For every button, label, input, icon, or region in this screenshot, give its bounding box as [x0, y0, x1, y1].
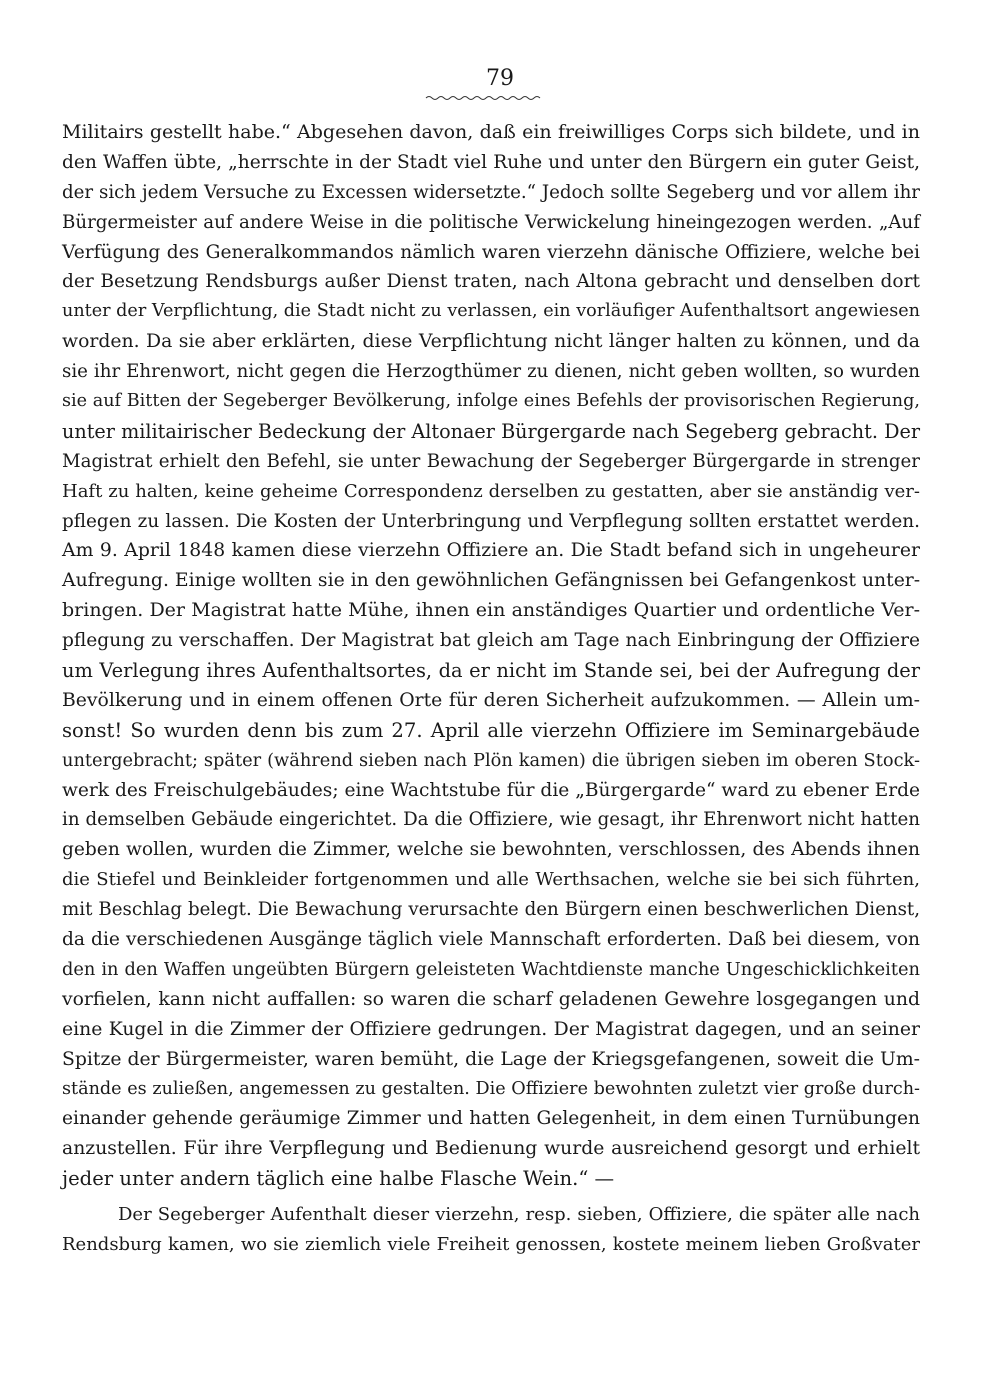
paragraph	[62, 1200, 920, 1260]
text-line: Haft zu halten, keine geheime Correspondenz derselben zu gestatten, aber sie anständig ver-	[62, 480, 920, 502]
text-line: Der Segeberger Aufenthalt dieser vierzehn, resp. sieben, Offiziere, die später alle nach	[118, 1204, 920, 1226]
text-line: vorfielen, kann nicht auffallen: so waren die scharf geladenen Gewehre losgegangen und	[62, 988, 920, 1010]
body-text	[62, 118, 920, 1260]
text-line: Magistrat erhielt den Befehl, sie unter Bewachung der Segeberger Bürgergarde in strenger	[62, 450, 920, 472]
page-number-ornament	[425, 94, 541, 102]
text-line: geben wollen, wurden die Zimmer, welche sie bewohnten, verschlossen, des Abends ihnen	[62, 839, 920, 861]
text-line: um Verlegung ihres Aufenthaltsortes, da er nicht im Stande sei, bei der Aufregung der	[62, 659, 920, 683]
text-line: anzustellen. Für ihre Verpflegung und Bedienung wurde ausreichend gesorgt und erhielt	[62, 1138, 920, 1160]
text-line: worden. Da sie aber erklärten, diese Verpflichtung nicht länger halten zu können, und da	[62, 331, 920, 353]
text-line: sonst! So wurden denn bis zum 27. April alle vierzehn Offiziere im Seminargebäude	[62, 718, 920, 742]
text-line: den in den Waffen ungeübten Bürgern geleisteten Wachtdienste manche Ungeschicklichkeiten	[62, 958, 920, 980]
text-line: untergebracht; später (während sieben nach Plön kamen) die übrigen sieben im oberen Stock-	[62, 749, 920, 771]
text-line: einander gehende geräumige Zimmer und hatten Gelegenheit, in dem einen Turnübungen	[62, 1108, 920, 1130]
text-line: stände es zuließen, angemessen zu gestalten. Die Offiziere bewohnten zuletzt vier große durch-	[62, 1078, 920, 1099]
text-line: Rendsburg kamen, wo sie ziemlich viele Freiheit genossen, kostete meinem lieben Großvater	[62, 1233, 920, 1255]
text-line: jeder unter andern täglich eine halbe Flasche Wein.“ —	[62, 1167, 615, 1191]
text-line: Bürgermeister auf andere Weise in die politische Verwickelung hineingezogen werden. „Auf	[62, 211, 920, 233]
text-line: bringen. Der Magistrat hatte Mühe, ihnen ein anständiges Quartier und ordentliche Ver-	[62, 599, 920, 622]
text-line: den Waffen übte, „herrschte in der Stadt viel Ruhe und unter den Bürgern ein guter Geist,	[62, 151, 920, 173]
text-line: sie ihr Ehrenwort, nicht gegen die Herzogthümer zu dienen, nicht geben wollten, so wurden	[62, 361, 920, 383]
text-line: Am 9. April 1848 kamen diese vierzehn Offiziere an. Die Stadt befand sich in ungeheurer	[62, 540, 920, 562]
page-number: 79	[486, 66, 514, 91]
text-line: pflegung zu verschaffen. Der Magistrat bat gleich am Tage nach Einbringung der Offiziere	[62, 630, 920, 652]
text-line: sie auf Bitten der Segeberger Bevölkerung, infolge eines Befehls der provisorischen Regierung,	[62, 391, 920, 412]
text-line: der sich jedem Versuche zu Excessen widersetzte.“ Jedoch sollte Segeberg und vor allem ihr	[62, 181, 920, 203]
text-line: pflegen zu lassen. Die Kosten der Unterbringung und Verpflegung sollten erstattet werden.	[62, 510, 920, 532]
text-line: Spitze der Bürgermeister, waren bemüht, die Lage der Kriegsgefangenen, soweit die Um-	[62, 1048, 920, 1070]
text-line: eine Kugel in die Zimmer der Offiziere gedrungen. Der Magistrat dagegen, und an seiner	[62, 1018, 920, 1040]
text-line: die Stiefel und Beinkleider fortgenommen und alle Werthsachen, welche sie bei sich führten,	[62, 869, 920, 891]
text-line: Verfügung des Generalkommandos nämlich waren vierzehn dänische Offiziere, welche bei	[62, 241, 920, 263]
text-line: Bevölkerung und in einem offenen Orte für deren Sicherheit aufzukommen. — Allein um-	[62, 689, 920, 711]
text-line: Aufregung. Einige wollten sie in den gewöhnlichen Gefängnissen bei Gefangenkost unter-	[62, 570, 921, 592]
text-line: unter militairischer Bedeckung der Altonaer Bürgergarde nach Segeberg gebracht. Der	[62, 419, 920, 443]
text-line: Militairs gestellt habe.“ Abgesehen davon, daß ein freiwilliges Corps sich bildete, und in	[62, 121, 920, 143]
text-line: da die verschiedenen Ausgänge täglich viele Mannschaft erforderten. Daß bei diesem, von	[62, 929, 920, 951]
text-line: der Besetzung Rendsburgs außer Dienst traten, nach Altona gebracht und denselben dort	[62, 271, 920, 293]
text-line: werk des Freischulgebäudes; eine Wachtstube für die „Bürgergarde“ ward zu ebener Erde	[62, 779, 920, 801]
text-line: mit Beschlag belegt. Die Bewachung verursachte den Bürgern einen beschwerlichen Dienst,	[62, 899, 920, 921]
paragraph	[62, 118, 920, 1194]
text-line: in demselben Gebäude eingerichtet. Da die Offiziere, wie gesagt, ihr Ehrenwort nicht hatten	[62, 809, 920, 831]
text-line: unter der Verpflichtung, die Stadt nicht zu verlassen, ein vorläufiger Aufenthaltsort angewiesen	[62, 301, 920, 322]
